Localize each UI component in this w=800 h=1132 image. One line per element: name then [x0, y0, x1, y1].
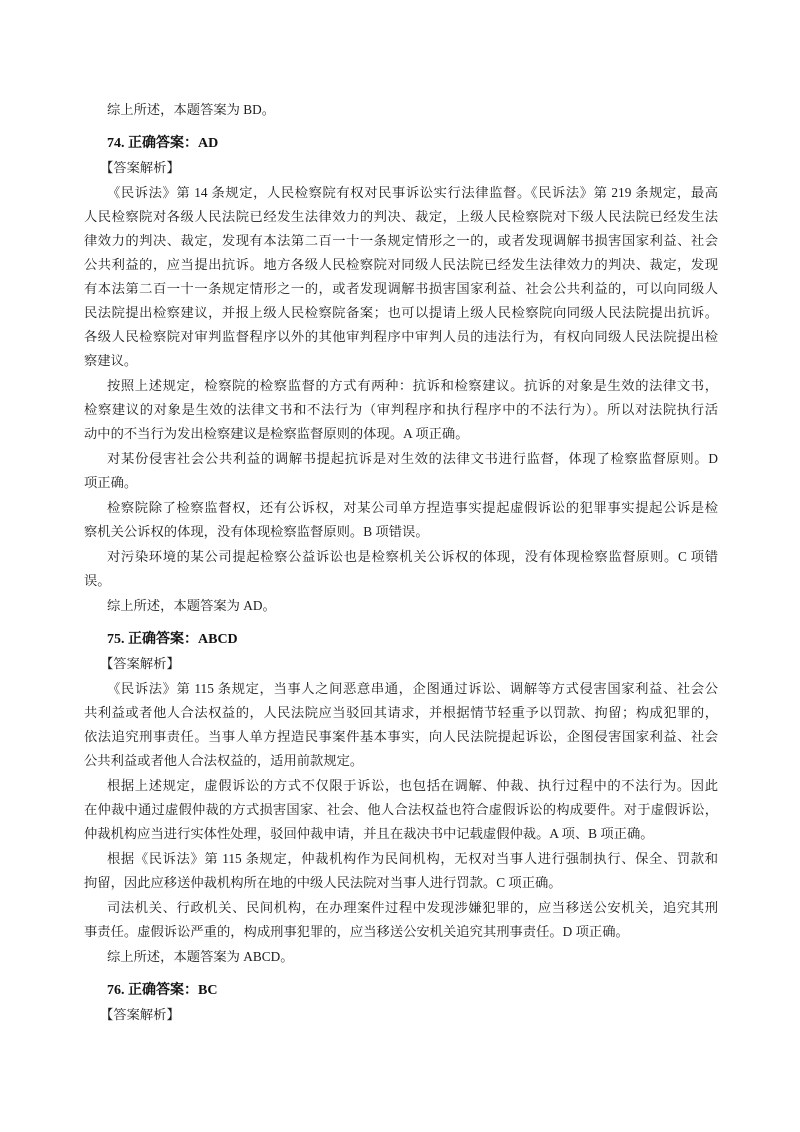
- text-line: 人民检察院对各级人民法院已经发生法律效力的判决、裁定，上级人民检察院对下级人民法院已经发生法: [84, 209, 718, 224]
- paragraph: [84, 896, 718, 944]
- text-line: 综上所述，本题答案为 AD。: [107, 598, 276, 613]
- paragraph: [84, 181, 718, 373]
- text-line: 依法追究刑事责任。当事人单方捏造民事案件基本事实，向人民法院提起诉讼，企图侵害国家利益、社会: [84, 729, 718, 744]
- text-line: 检察建议的对象是生效的法律文书和不法行为（审判程序和执行程序中的不法行为）。所以对法院执行活: [84, 402, 718, 417]
- text-line: 仲裁机构应当进行实体性处理，驳回仲裁申请，并且在裁决书中记载虚假仲裁。A 项、B 项正确。: [84, 826, 654, 841]
- answer-section: [84, 98, 718, 122]
- answer-heading: 76. 正确答案：BC: [107, 983, 218, 998]
- text-line: 动中的不当行为发出检察建议是检察监督原则的体现。A 项正确。: [84, 426, 469, 441]
- text-line: 按照上述规定，检察院的检察监督的方式有两种：抗诉和检察建议。抗诉的对象是生效的法律文书，: [107, 378, 718, 393]
- text-line: 《民诉法》第 115 条规定，当事人之间恶意串通，企图通过诉讼、调解等方式侵害国家利益、社会公: [107, 681, 718, 696]
- paragraph: [84, 98, 718, 122]
- paragraph: [84, 945, 718, 969]
- paragraph: [84, 594, 718, 618]
- text-line: 综上所述，本题答案为 BD。: [107, 102, 276, 117]
- analysis-label: 【答案解析】: [100, 160, 180, 175]
- text-line: 综上所述，本题答案为 ABCD。: [107, 949, 294, 964]
- paragraph: [84, 496, 718, 544]
- paragraph: [84, 847, 718, 895]
- paragraph: [84, 774, 718, 846]
- answer-section: [84, 628, 718, 969]
- text-line: 察建议。: [84, 353, 138, 368]
- text-line: 拘留，因此应移送仲裁机构所在地的中级人民法院对当事人进行罚款。C 项正确。: [84, 875, 562, 890]
- analysis-label: 【答案解析】: [100, 1007, 180, 1022]
- text-line: 根据上述规定，虚假诉讼的方式不仅限于诉讼，也包括在调解、仲裁、执行过程中的不法行为。因此: [107, 778, 718, 793]
- text-line: 有本法第二百一十一条规定情形之一的，或者发现调解书损害国家利益、社会公共利益的，可以向同级人: [84, 281, 718, 296]
- text-line: 对污染环境的某公司提起检察公益诉讼也是检察机关公诉权的体现，没有体现检察监督原则。C 项错: [107, 549, 718, 564]
- paragraph: [84, 677, 718, 773]
- paragraph: [84, 374, 718, 446]
- text-line: 司法机关、行政机关、民间机构，在办理案件过程中发现涉嫌犯罪的，应当移送公安机关，追究其刑: [107, 900, 718, 915]
- paragraph: [84, 447, 718, 495]
- text-line: 公共利益或者他人合法权益的，适用前款规定。: [84, 753, 364, 768]
- text-line: 民法院提出检察建议，并报上级人民检察院备案；也可以提请上级人民检察院向同级人民法院提出抗诉。: [84, 305, 718, 320]
- text-line: 《民诉法》第 14 条规定，人民检察院有权对民事诉讼实行法律监督。《民诉法》第 219 条规定，最高: [107, 185, 718, 200]
- text-line: 各级人民检察院对审判监督程序以外的其他审判程序中审判人员的违法行为，有权向同级人民法院提出检: [84, 329, 718, 344]
- text-line: 事责任。虚假诉讼严重的，构成刑事犯罪的，应当移送公安机关追究其刑事责任。D 项正确。: [84, 924, 629, 939]
- analysis-label: 【答案解析】: [100, 656, 180, 671]
- text-line: 检察院除了检察监督权，还有公诉权，对某公司单方捏造事实提起虚假诉讼的犯罪事实提起公诉是检: [107, 500, 718, 515]
- answer-heading: 74. 正确答案：AD: [107, 136, 219, 151]
- text-line: 项正确。: [84, 475, 138, 490]
- text-line: 察机关公诉权的体现，没有体现检察监督原则。B 项错误。: [84, 524, 429, 539]
- answer-section: [84, 979, 718, 1027]
- text-line: 公共利益的，应当提出抗诉。地方各级人民检察院对同级人民法院已经发生法律效力的判决、裁定，发现: [84, 257, 718, 272]
- text-line: 对某份侵害社会公共利益的调解书提起抗诉是对生效的法律文书进行监督，体现了检察监督原则。D: [107, 451, 718, 466]
- text-line: 律效力的判决、裁定，发现有本法第二百一十一条规定情形之一的，或者发现调解书损害国家利益、社会: [84, 233, 718, 248]
- text-line: 根据《民诉法》第 115 条规定，仲裁机构作为民间机构，无权对当事人进行强制执行、保全、罚款和: [107, 851, 718, 866]
- answer-heading: 75. 正确答案：ABCD: [107, 632, 238, 647]
- paragraph: [84, 545, 718, 593]
- text-line: 误。: [84, 573, 111, 588]
- text-line: 在仲裁中通过虚假仲裁的方式损害国家、社会、他人合法权益也符合虚假诉讼的构成要件。对于虚假诉讼，: [84, 802, 718, 817]
- text-line: 共利益或者他人合法权益的，人民法院应当驳回其请求，并根据情节轻重予以罚款、拘留；构成犯罪的，: [84, 705, 718, 720]
- answer-section: [84, 132, 718, 618]
